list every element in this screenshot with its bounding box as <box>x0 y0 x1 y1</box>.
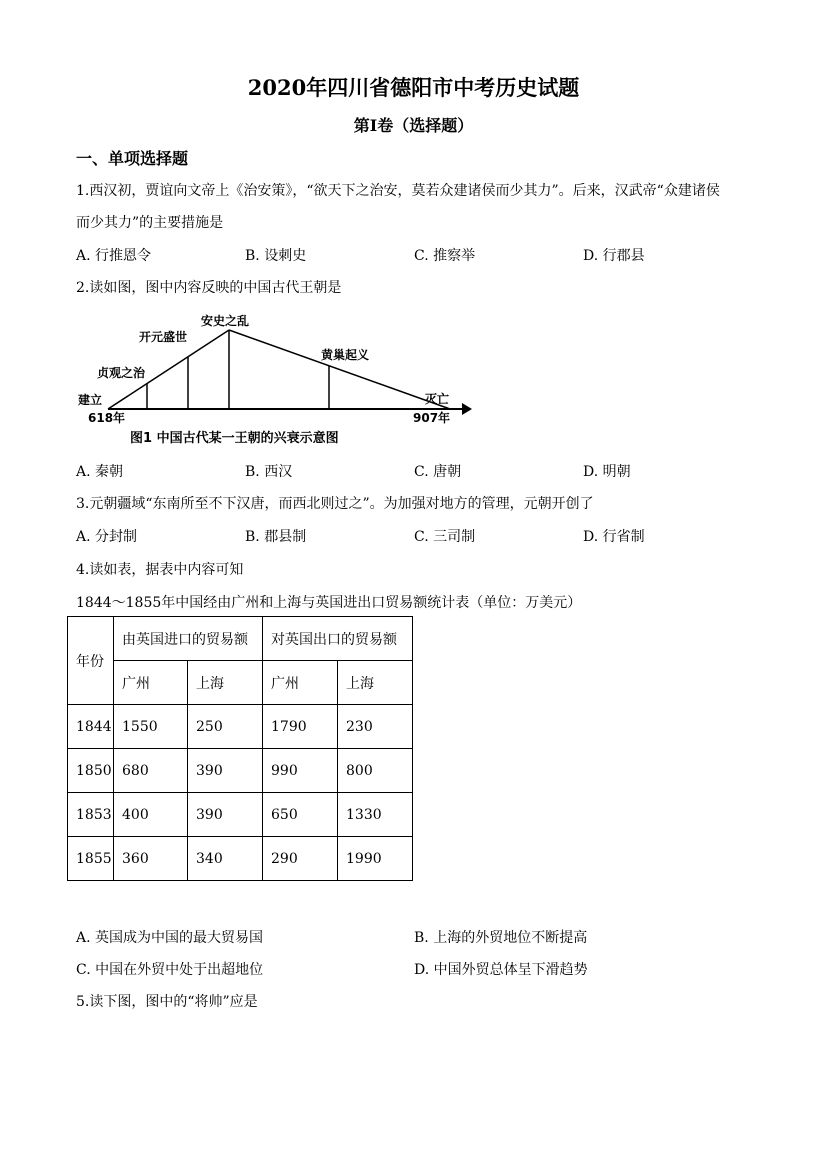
q2-option-c: C. 唐朝 <box>414 464 462 480</box>
q3-option-c: C. 三司制 <box>414 529 476 545</box>
fall-line <box>229 330 450 409</box>
q4-stem: 4.读如表，据表中内容可知 <box>76 562 244 578</box>
label-kaiyuan: 开元盛世 <box>139 330 188 344</box>
cell-year: 1853 <box>68 793 114 837</box>
q1-option-d: D. 行郡县 <box>583 248 645 264</box>
table-subheader-row <box>68 661 413 705</box>
cell-year: 1855 <box>68 837 114 881</box>
header-imports: 由英国进口的贸易额 <box>114 617 263 661</box>
q3-option-b: B. 郡县制 <box>245 529 307 545</box>
trade-table <box>67 616 413 881</box>
table-title: 1844～1855年中国经由广州和上海与英国进出口贸易额统计表（单位：万美元） <box>76 595 582 611</box>
q2-stem: 2.读如图，图中内容反映的中国古代王朝是 <box>76 280 342 296</box>
cell-value: 290 <box>263 837 338 881</box>
cell-value: 1550 <box>114 705 188 749</box>
q4-option-c: C. 中国在外贸中处于出超地位 <box>76 962 264 978</box>
label-anshi: 安史之乱 <box>201 314 250 328</box>
q5-stem: 5.读下图，图中的“将帅”应是 <box>76 994 258 1010</box>
q3-stem: 3.元朝疆域“东南所至不下汉唐，而西北则过之”。为加强对地方的管理，元朝开创了 <box>76 496 594 512</box>
cell-value: 1330 <box>338 793 413 837</box>
label-fallen: 灭亡 <box>425 392 450 406</box>
table-row <box>68 793 413 837</box>
page-title: 2020年四川省德阳市中考历史试题 <box>247 75 580 100</box>
subheader-guangzhou-import: 广州 <box>114 661 188 705</box>
table-row <box>68 749 413 793</box>
q2-option-d: D. 明朝 <box>583 464 631 480</box>
q4-option-d: D. 中国外贸总体呈下滑趋势 <box>414 962 588 978</box>
cell-value: 650 <box>263 793 338 837</box>
subheader-shanghai-export: 上海 <box>338 661 413 705</box>
q4-option-b: B. 上海的外贸地位不断提高 <box>414 930 588 946</box>
cell-year: 1844 <box>68 705 114 749</box>
q1-stem-line1: 1.西汉初，贾谊向文帝上《治安策》，“欲天下之治安，莫若众建诸侯而少其力”。后来，汉武帝“众建诸侯 <box>76 183 720 199</box>
label-end-year: 907年 <box>413 411 451 425</box>
cell-value: 680 <box>114 749 188 793</box>
cell-value: 230 <box>338 705 413 749</box>
table-row <box>68 837 413 881</box>
cell-value: 990 <box>263 749 338 793</box>
table-header-row <box>68 617 413 661</box>
dynasty-rise-fall-diagram <box>70 306 490 452</box>
q1-option-c: C. 推察举 <box>414 248 476 264</box>
label-zhenguan: 贞观之治 <box>97 366 146 380</box>
label-founded: 建立 <box>78 393 103 407</box>
cell-value: 1990 <box>338 837 413 881</box>
cell-value: 390 <box>188 749 263 793</box>
q4-option-a: A. 英国成为中国的最大贸易国 <box>76 930 264 946</box>
figure-caption: 图1 中国古代某一王朝的兴衰示意图 <box>130 431 339 446</box>
header-year: 年份 <box>68 617 114 705</box>
cell-value: 400 <box>114 793 188 837</box>
q2-option-b: B. 西汉 <box>245 464 293 480</box>
table-row <box>68 705 413 749</box>
cell-year: 1850 <box>68 749 114 793</box>
subheader-shanghai-import: 上海 <box>188 661 263 705</box>
section-heading: 一、单项选择题 <box>76 149 189 168</box>
header-exports: 对英国出口的贸易额 <box>263 617 413 661</box>
q1-stem-line2: 而少其力”的主要措施是 <box>76 215 224 231</box>
cell-value: 390 <box>188 793 263 837</box>
page-subtitle: 第Ⅰ卷（选择题） <box>353 116 474 135</box>
cell-value: 1790 <box>263 705 338 749</box>
axis-arrowhead <box>462 403 472 415</box>
label-start-year: 618年 <box>88 411 126 425</box>
q1-option-b: B. 设刺史 <box>245 248 307 264</box>
cell-value: 250 <box>188 705 263 749</box>
q1-option-a: A. 行推恩令 <box>76 248 152 264</box>
subheader-guangzhou-export: 广州 <box>263 661 338 705</box>
cell-value: 800 <box>338 749 413 793</box>
q3-option-a: A. 分封制 <box>76 529 138 545</box>
q2-option-a: A. 秦朝 <box>76 464 124 480</box>
cell-value: 340 <box>188 837 263 881</box>
label-huangchao: 黄巢起义 <box>321 348 370 362</box>
cell-value: 360 <box>114 837 188 881</box>
q3-option-d: D. 行省制 <box>583 529 645 545</box>
